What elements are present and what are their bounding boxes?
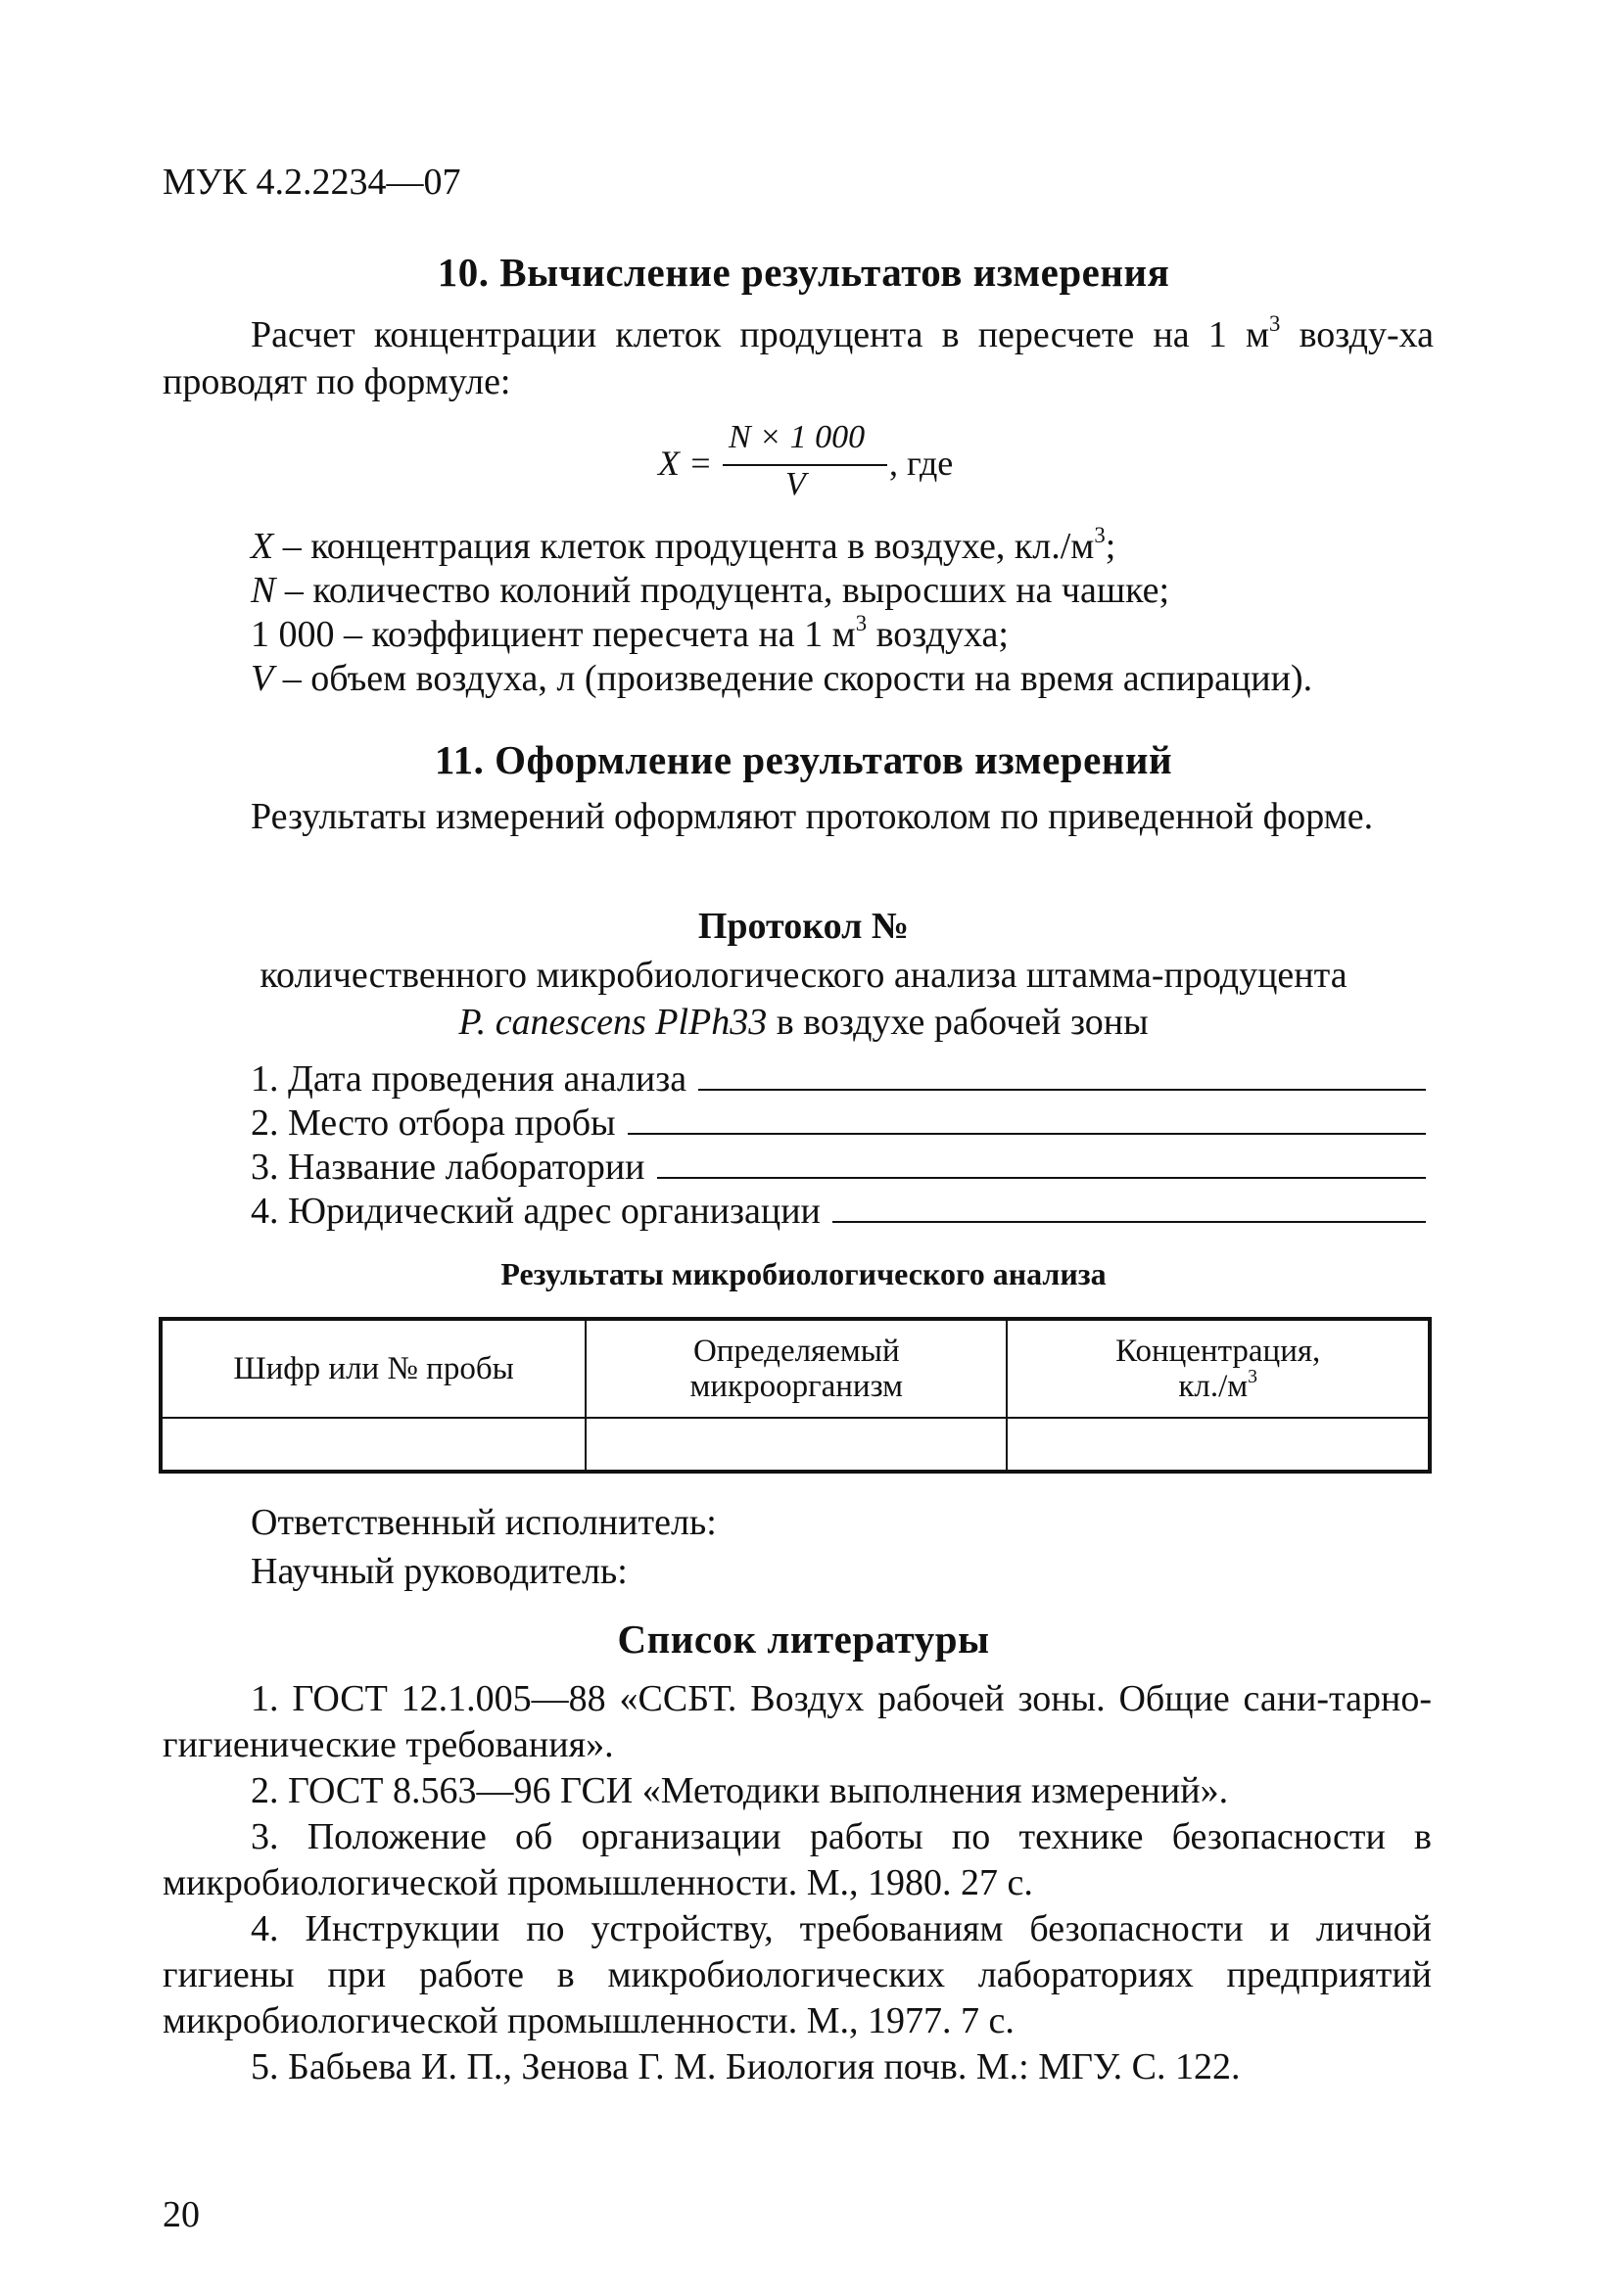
supervisor-label: Научный руководитель: <box>251 1551 628 1592</box>
analysis-date-blank[interactable] <box>698 1059 1426 1091</box>
section-11-title: 11. Оформление результатов измерений <box>434 737 1173 782</box>
field-analysis-date: 1. Дата проведения анализа <box>251 1057 1426 1101</box>
table-header-row <box>161 1319 1430 1418</box>
section-10-intro: Расчет концентрации клеток продуцента в пересчете на 1 $м^3$ возду-ха проводят по формуле: <box>163 311 1434 402</box>
formula-definitions <box>251 525 1445 701</box>
section-10-title: 10. Вычисление результатов измерения <box>437 250 1170 295</box>
protocol-subtitle: количественного микробиологического анализа штамма-продуцента <box>260 955 1347 996</box>
table-cell-sample-code[interactable] <box>161 1418 586 1472</box>
executor-label: Ответственный исполнитель: <box>251 1502 717 1543</box>
field-legal-address: 4. Юридический адрес организации <box>251 1190 1426 1234</box>
definition-v: V – объем воздуха, л (произведение скорости на время аспирации). <box>251 658 1313 699</box>
field-sampling-place: 2. Место отбора пробы <box>251 1101 1426 1146</box>
legal-address-blank[interactable] <box>832 1192 1426 1223</box>
table-cell-concentration[interactable] <box>1007 1418 1430 1472</box>
sampling-place-blank[interactable] <box>628 1103 1426 1135</box>
section-11-text: Результаты измерений оформляют протоколом по приведенной форме. <box>251 796 1374 837</box>
results-table <box>159 1317 1432 1474</box>
concentration-formula <box>658 419 971 517</box>
reference-item: 4. Инструкции по устройству, требованиям безопасности и личной гигиены при работе в микробиологических лабораториях предприятий микробиологической промышленности. М., 1977. 7 с. <box>163 1908 1432 2041</box>
reference-item: 3. Положение об организации работы по технике безопасности в микробиологической промышленности. М., 1980. 27 с. <box>163 1816 1432 1903</box>
definition-1000: 1 000 – коэффициент пересчета на 1 $м^3$ воздуха; <box>251 611 1009 655</box>
references-list <box>163 1676 1432 2090</box>
formula-lhs: X = <box>658 444 713 483</box>
formula-suffix: , где <box>889 444 954 483</box>
reference-item: 5. Бабьева И. П., Зенова Г. М. Биология почв. М.: МГУ. С. 122. <box>251 2046 1241 2087</box>
definition-x: X – концентрация клеток продуцента в воздухе, $кл./м^3$; <box>251 523 1116 567</box>
signatures <box>251 1498 717 1596</box>
table-cell-microorganism[interactable] <box>586 1418 1007 1472</box>
definition-n: N – количество колоний продуцента, выросших на чашке; <box>251 570 1170 611</box>
document-id: МУК 4.2.2234—07 <box>163 162 461 203</box>
references-title: Список литературы <box>617 1617 990 1662</box>
column-header-sample-code: Шифр или № пробы <box>161 1319 586 1418</box>
formula-denominator: V <box>785 466 806 502</box>
protocol-species: P. canescens PlPh33 в воздухе рабочей зоны <box>458 1002 1149 1043</box>
protocol-fields <box>251 1057 1426 1234</box>
results-table-caption: Результаты микробиологического анализа <box>500 1256 1107 1291</box>
column-header-microorganism: Определяемый микроорганизм <box>586 1319 1007 1418</box>
column-header-concentration: Концентрация, $кл./м^3$ <box>1007 1319 1430 1418</box>
page-number: 20 <box>163 2194 200 2235</box>
reference-item: 2. ГОСТ 8.563—96 ГСИ «Методики выполнения измерений». <box>251 1770 1229 1811</box>
protocol-title: Протокол № <box>697 906 910 947</box>
formula-numerator: N × 1 000 <box>729 419 866 455</box>
field-laboratory-name: 3. Название лаборатории <box>251 1146 1426 1190</box>
table-row <box>161 1418 1430 1472</box>
laboratory-name-blank[interactable] <box>657 1148 1427 1179</box>
reference-item: 1. ГОСТ 12.1.005—88 «ССБТ. Воздух рабочей зоны. Общие сани-тарно-гигиенические требования». <box>163 1678 1432 1765</box>
